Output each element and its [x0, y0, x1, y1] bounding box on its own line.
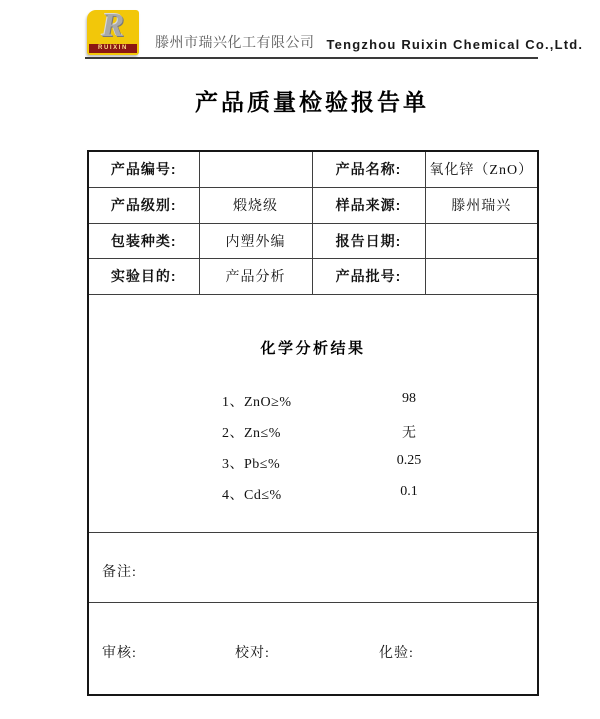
signature-proofread-label: 校对:	[235, 645, 270, 661]
report-table	[87, 150, 539, 696]
signature-review-label: 审核:	[102, 645, 137, 661]
signature-row	[88, 602, 538, 695]
company-logo	[87, 7, 139, 55]
company-header	[87, 7, 584, 55]
analysis-item-label: 3、Pb≤%	[222, 457, 281, 472]
table-row	[88, 187, 538, 223]
remarks-cell	[88, 532, 538, 602]
signature-cell	[88, 602, 538, 695]
analysis-item-value: 0.25	[396, 453, 422, 468]
test-purpose-value: 产品分析	[199, 258, 312, 294]
product-name-value: 氧化锌（ZnO）	[425, 151, 538, 187]
analysis-item-value: 无	[402, 426, 416, 441]
product-grade-value: 煅烧级	[199, 187, 312, 223]
analysis-section-row	[88, 294, 538, 532]
report-date-label: 报告日期:	[312, 223, 425, 258]
batch-number-label: 产品批号:	[312, 258, 425, 294]
header-divider	[85, 57, 538, 59]
batch-number-value	[425, 258, 538, 294]
analysis-item-value: 0.1	[400, 484, 418, 499]
analysis-item-cd	[89, 481, 537, 512]
analysis-item-zno	[89, 388, 537, 419]
analysis-item-pb	[89, 450, 537, 481]
table-row	[88, 151, 538, 187]
packaging-type-label: 包装种类:	[88, 223, 199, 258]
analysis-item-value: 98	[402, 391, 416, 406]
analysis-item-label: 4、Cd≤%	[222, 488, 282, 503]
remarks-row	[88, 532, 538, 602]
analysis-item-label: 1、ZnO≥%	[222, 395, 292, 410]
report-date-value	[425, 223, 538, 258]
sample-source-label: 样品来源:	[312, 187, 425, 223]
analysis-heading: 化学分析结果	[260, 341, 366, 357]
product-name-label: 产品名称:	[312, 151, 425, 187]
test-purpose-label: 实验目的:	[88, 258, 199, 294]
table-row	[88, 223, 538, 258]
analysis-items	[89, 388, 537, 512]
logo-brand-text: RUIXIN	[89, 44, 137, 53]
page-title: 产品质量检验报告单	[195, 89, 429, 115]
sample-source-value: 滕州瑞兴	[425, 187, 538, 223]
analysis-section	[88, 294, 538, 532]
analysis-item-zn	[89, 419, 537, 450]
signature-test-label: 化验:	[379, 645, 414, 661]
analysis-item-label: 2、Zn≤%	[222, 426, 281, 441]
company-name-english: Tengzhou Ruixin Chemical Co.,Ltd.	[326, 37, 584, 52]
product-code-label: 产品编号:	[88, 151, 199, 187]
product-grade-label: 产品级别:	[88, 187, 199, 223]
table-row	[88, 258, 538, 294]
product-code-value	[199, 151, 312, 187]
logo-r-glyph: R	[101, 7, 125, 44]
remarks-label: 备注:	[102, 565, 137, 580]
packaging-type-value: 内塑外编	[199, 223, 312, 258]
company-name-chinese: 滕州市瑞兴化工有限公司	[155, 36, 315, 51]
